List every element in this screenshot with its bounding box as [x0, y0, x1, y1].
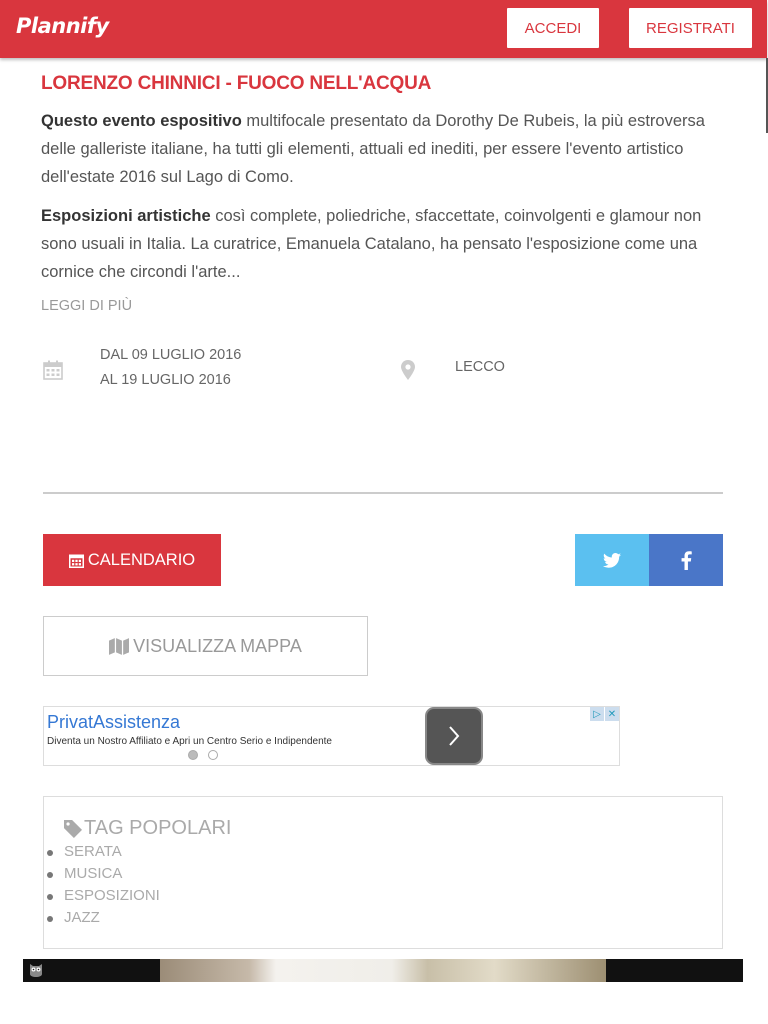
event-description-paragraph-1 — [41, 107, 731, 191]
twitter-share-button[interactable] — [575, 534, 649, 586]
view-map-label: VISUALIZZA MAPPA — [133, 635, 302, 656]
tag-icon — [64, 820, 82, 838]
section-divider — [43, 492, 723, 494]
ad-choices[interactable] — [589, 707, 619, 721]
event-date-from: DAL 09 LUGLIO 2016 — [100, 347, 242, 363]
read-more-link[interactable]: LEGGI DI PIÙ — [41, 298, 133, 314]
ad-next-button[interactable] — [425, 707, 483, 765]
advertisement-banner[interactable] — [43, 706, 620, 766]
view-map-button[interactable] — [43, 616, 368, 676]
popular-tags-title: TAG POPOLARI — [84, 817, 232, 839]
map-icon — [109, 638, 129, 655]
media-strip[interactable] — [23, 959, 743, 982]
chevron-right-icon — [446, 724, 462, 748]
register-button[interactable]: REGISTRATI — [629, 8, 752, 48]
ad-pagination — [188, 750, 218, 760]
close-icon[interactable]: ✕ — [604, 707, 619, 721]
tag-link[interactable]: MUSICA — [44, 864, 160, 886]
tag-link[interactable]: ESPOSIZIONI — [44, 886, 160, 908]
login-button[interactable]: ACCEDI — [507, 8, 599, 48]
tag-list — [44, 842, 160, 930]
adchoices-icon[interactable]: ▷ — [589, 707, 604, 721]
twitter-icon — [603, 553, 621, 568]
description-text: multifocale presentato da Dorothy De Rubeis, la più estroversa delle galleriste italiane, ha tutti gli elementi, attuali ed inediti, per essere l'evento artistico dell'estate 2016 sul Lago di Como. — [41, 112, 705, 186]
pagination-dot[interactable] — [188, 750, 198, 760]
calendar-button[interactable] — [43, 534, 221, 586]
ad-title[interactable]: PrivatAssistenza — [47, 712, 181, 732]
ad-subtitle: Diventa un Nostro Affiliato e Apri un Centro Serio e Indipendente — [47, 736, 332, 747]
top-navbar — [0, 0, 767, 58]
facebook-icon — [681, 551, 692, 570]
calendar-icon — [43, 360, 63, 380]
event-location: LECCO — [455, 359, 505, 375]
popular-tags-heading — [64, 817, 231, 840]
tag-link[interactable]: JAZZ — [44, 908, 160, 930]
description-text: così complete, poliedriche, sfaccettate, coinvolgenti e glamour non sono usuali in Italia. La curatrice, Emanuela Catalano, ha pensato l'esposizione come una cornice che circondi l'arte... — [41, 207, 702, 281]
facebook-share-button[interactable] — [649, 534, 723, 586]
media-thumbnail[interactable] — [160, 959, 606, 982]
calendar-button-label: CALENDARIO — [87, 550, 196, 569]
description-bold-lead: Questo evento espositivo — [41, 112, 242, 130]
plannify-logo[interactable]: Plannify — [16, 14, 109, 38]
map-pin-icon — [401, 360, 415, 380]
description-bold-lead: Esposizioni artistiche — [41, 207, 211, 225]
event-date-to: AL 19 LUGLIO 2016 — [100, 372, 231, 388]
event-description-paragraph-2 — [41, 202, 731, 286]
owl-logo-icon — [28, 962, 44, 978]
pagination-dot[interactable] — [208, 750, 218, 760]
event-title: LORENZO CHINNICI - FUOCO NELL'ACQUA — [41, 73, 432, 94]
popular-tags-panel — [43, 796, 723, 949]
calendar-icon — [69, 553, 84, 568]
tag-link[interactable]: SERATA — [44, 842, 160, 864]
